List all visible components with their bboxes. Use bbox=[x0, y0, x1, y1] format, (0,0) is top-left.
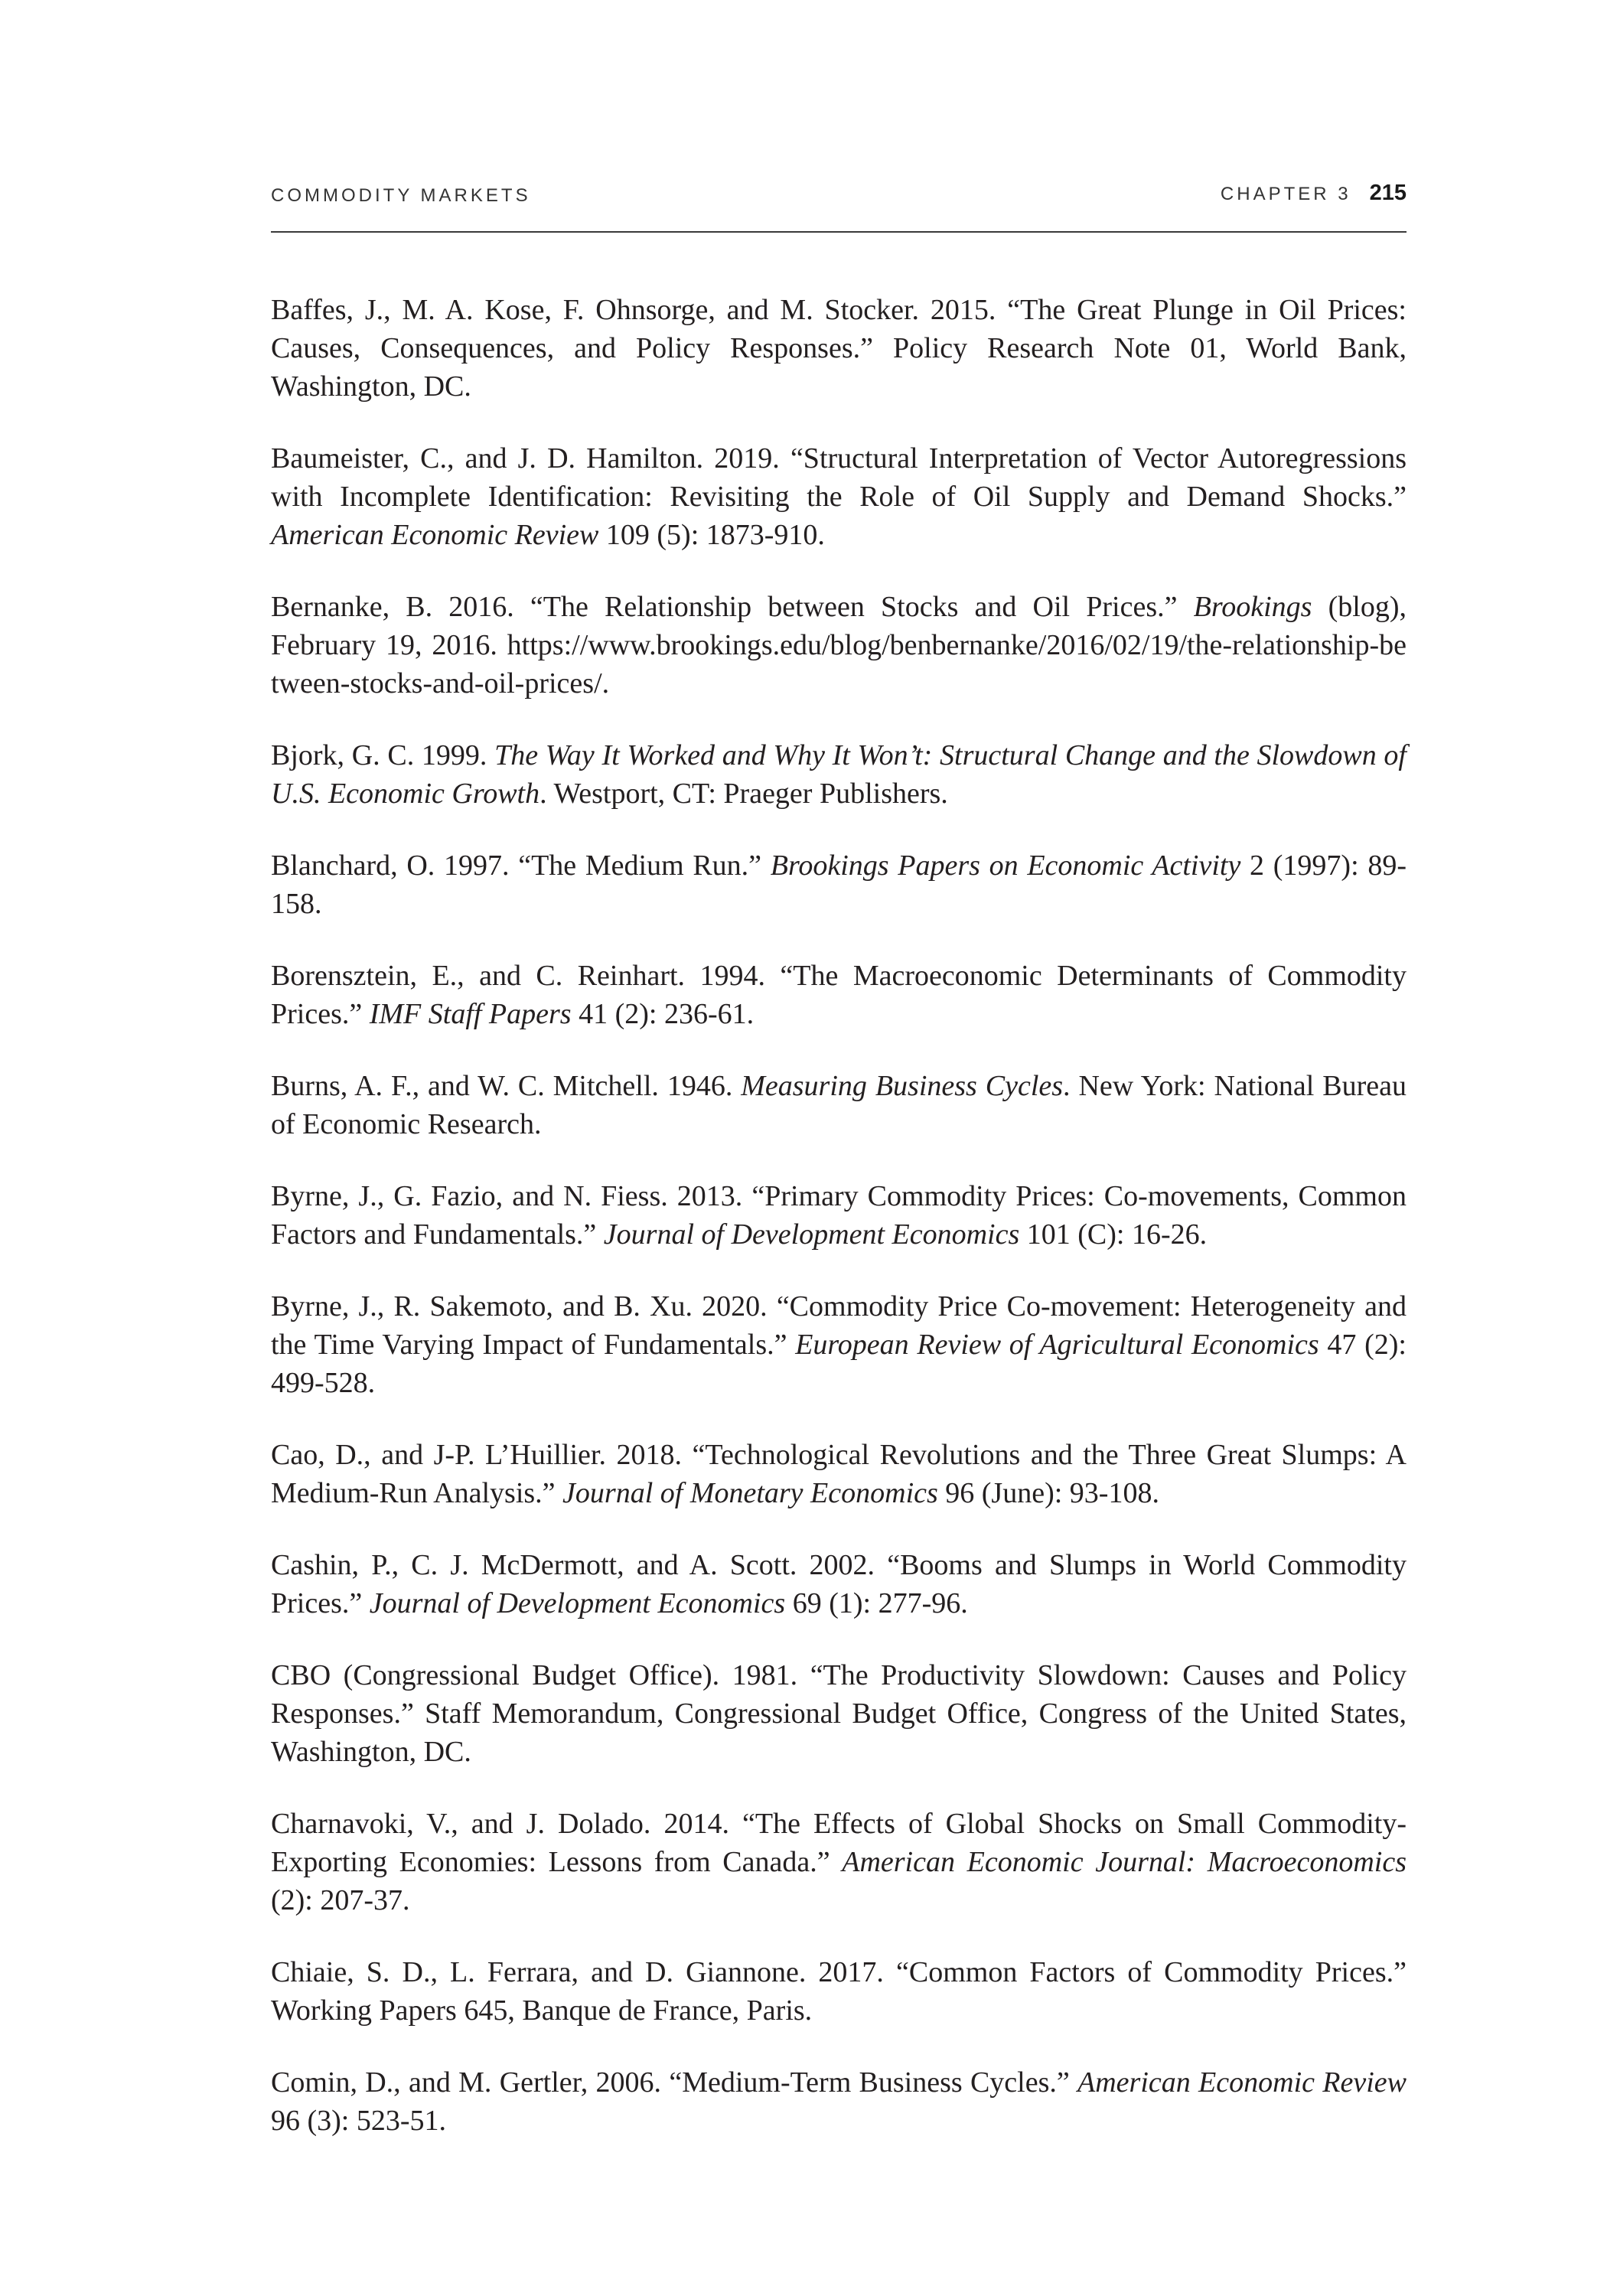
reference-text: 47 (2): 499-528. bbox=[271, 1329, 1407, 1399]
reference-entry bbox=[271, 2063, 1407, 2140]
reference-entry bbox=[271, 588, 1407, 703]
reference-text: Comin, D., and M. Gertler, 2006. “Medium-Term Business Cycles.” bbox=[271, 2066, 1078, 2099]
reference-entry bbox=[271, 1177, 1407, 1254]
reference-source-title: American Economic Review bbox=[271, 519, 599, 551]
reference-entry bbox=[271, 291, 1407, 406]
chapter-label: CHAPTER 3 bbox=[1220, 184, 1351, 204]
page-header bbox=[271, 181, 1407, 233]
reference-entry bbox=[271, 1546, 1407, 1623]
reference-source-title: European Review of Agricultural Economics bbox=[795, 1329, 1319, 1361]
reference-source-title: Measuring Business Cycles bbox=[741, 1070, 1064, 1102]
reference-text: Baumeister, C., and J. D. Hamilton. 2019. “Structural Interpretation of Vector Autoregressions with Incomplete Identification: Revisiting the Role of Oil Supply and Demand Shocks.” bbox=[271, 442, 1407, 513]
running-title: COMMODITY MARKETS bbox=[271, 185, 531, 206]
reference-text: 69 (1): 277-96. bbox=[785, 1587, 968, 1619]
page-number: 215 bbox=[1369, 181, 1407, 205]
reference-source-title: Journal of Development Economics bbox=[603, 1218, 1020, 1251]
reference-entry bbox=[271, 1953, 1407, 2030]
reference-text: Blanchard, O. 1997. “The Medium Run.” bbox=[271, 850, 771, 882]
reference-text: Borensztein, E., and C. Reinhart. 1994. “The Macroeconomic Determinants of Commodity Prices.” bbox=[271, 960, 1407, 1030]
reference-text: (2): 207-37. bbox=[271, 1884, 410, 1916]
reference-entry bbox=[271, 957, 1407, 1033]
reference-text: Baffes, J., M. A. Kose, F. Ohnsorge, and M. Stocker. 2015. “The Great Plunge in Oil Prices: Causes, Consequences, and Policy Responses.” Policy Research Note 01, World Bank, Washington, DC. bbox=[271, 294, 1407, 403]
reference-text: 96 (June): 93-108. bbox=[937, 1477, 1159, 1509]
reference-source-title: American Economic Review bbox=[1077, 2066, 1407, 2099]
reference-text: 101 (C): 16-26. bbox=[1019, 1218, 1208, 1251]
reference-text: 41 (2): 236-61. bbox=[571, 998, 755, 1030]
reference-text: Charnavoki, V., and J. Dolado. 2014. “The Effects of Global Shocks on Small Commodity-Exporting Economies: Lessons from Canada.” bbox=[271, 1808, 1407, 1878]
reference-text: Byrne, J., G. Fazio, and N. Fiess. 2013. “Primary Commodity Prices: Co-movements, Common Factors and Fundamentals.” bbox=[271, 1180, 1407, 1251]
reference-entry bbox=[271, 1656, 1407, 1771]
reference-text: CBO (Congressional Budget Office). 1981. “The Productivity Slowdown: Causes and Policy Responses.” Staff Memorandum, Congressional Budget Office, Congress of the United States, Washington, DC. bbox=[271, 1659, 1407, 1768]
reference-source-title: Brookings Papers on Economic Activity bbox=[770, 850, 1241, 882]
reference-text: (blog), February 19, 2016. bbox=[271, 591, 1407, 661]
reference-text: Bjork, G. C. 1999. bbox=[271, 739, 495, 771]
reference-text: Burns, A. F., and W. C. Mitchell. 1946. bbox=[271, 1070, 742, 1102]
reference-source-title: Brookings bbox=[1193, 591, 1312, 623]
reference-source-title: Journal of Development Economics bbox=[369, 1587, 786, 1619]
reference-text: Cao, D., and J-P. L’Huillier. 2018. “Technological Revolutions and the Three Great Slumps: A Medium-Run Analysis.” bbox=[271, 1439, 1407, 1509]
reference-text: Bernanke, B. 2016. “The Relationship between Stocks and Oil Prices.” bbox=[271, 591, 1194, 623]
reference-entry bbox=[271, 1067, 1407, 1143]
reference-list bbox=[271, 291, 1407, 2174]
reference-text: 2 (1997): 89-158. bbox=[271, 850, 1407, 920]
reference-source-title: American Economic Journal: Macroeconomics bbox=[842, 1846, 1407, 1878]
reference-entry bbox=[271, 1436, 1407, 1512]
reference-text: . Westport, CT: Praeger Publishers. bbox=[539, 778, 948, 810]
header-right bbox=[1221, 181, 1407, 206]
reference-entry bbox=[271, 1805, 1407, 1919]
reference-source-title: IMF Staff Papers bbox=[369, 998, 572, 1030]
reference-text: 109 (5): 1873-910. bbox=[598, 519, 825, 551]
reference-text: 96 (3): 523-51. bbox=[271, 2105, 447, 2137]
reference-source-title: The Way It Worked and Why It Won’t: Structural Change and the Slowdown of U.S. Economic Growth bbox=[271, 739, 1407, 810]
reference-text: Byrne, J., R. Sakemoto, and B. Xu. 2020. “Commodity Price Co-movement: Heterogeneity and the Time Varying Impact of Fundamentals.” bbox=[271, 1290, 1407, 1361]
reference-text: Cashin, P., C. J. McDermott, and A. Scott. 2002. “Booms and Slumps in World Commodity Prices.” bbox=[271, 1549, 1407, 1619]
reference-source-title: Journal of Monetary Economics bbox=[562, 1477, 938, 1509]
reference-url: https://www.brookings.edu/blog/benbernanke/2016/02/19/the-relationship-between-stocks-and-oil-prices/. bbox=[271, 629, 1407, 700]
reference-entry bbox=[271, 439, 1407, 554]
reference-entry bbox=[271, 736, 1407, 813]
reference-text: . New York: National Bureau of Economic Research. bbox=[271, 1070, 1407, 1140]
reference-entry bbox=[271, 1287, 1407, 1402]
reference-entry bbox=[271, 846, 1407, 923]
reference-text: Chiaie, S. D., L. Ferrara, and D. Giannone. 2017. “Common Factors of Commodity Prices.” Working Papers 645, Banque de France, Paris. bbox=[271, 1956, 1407, 2027]
